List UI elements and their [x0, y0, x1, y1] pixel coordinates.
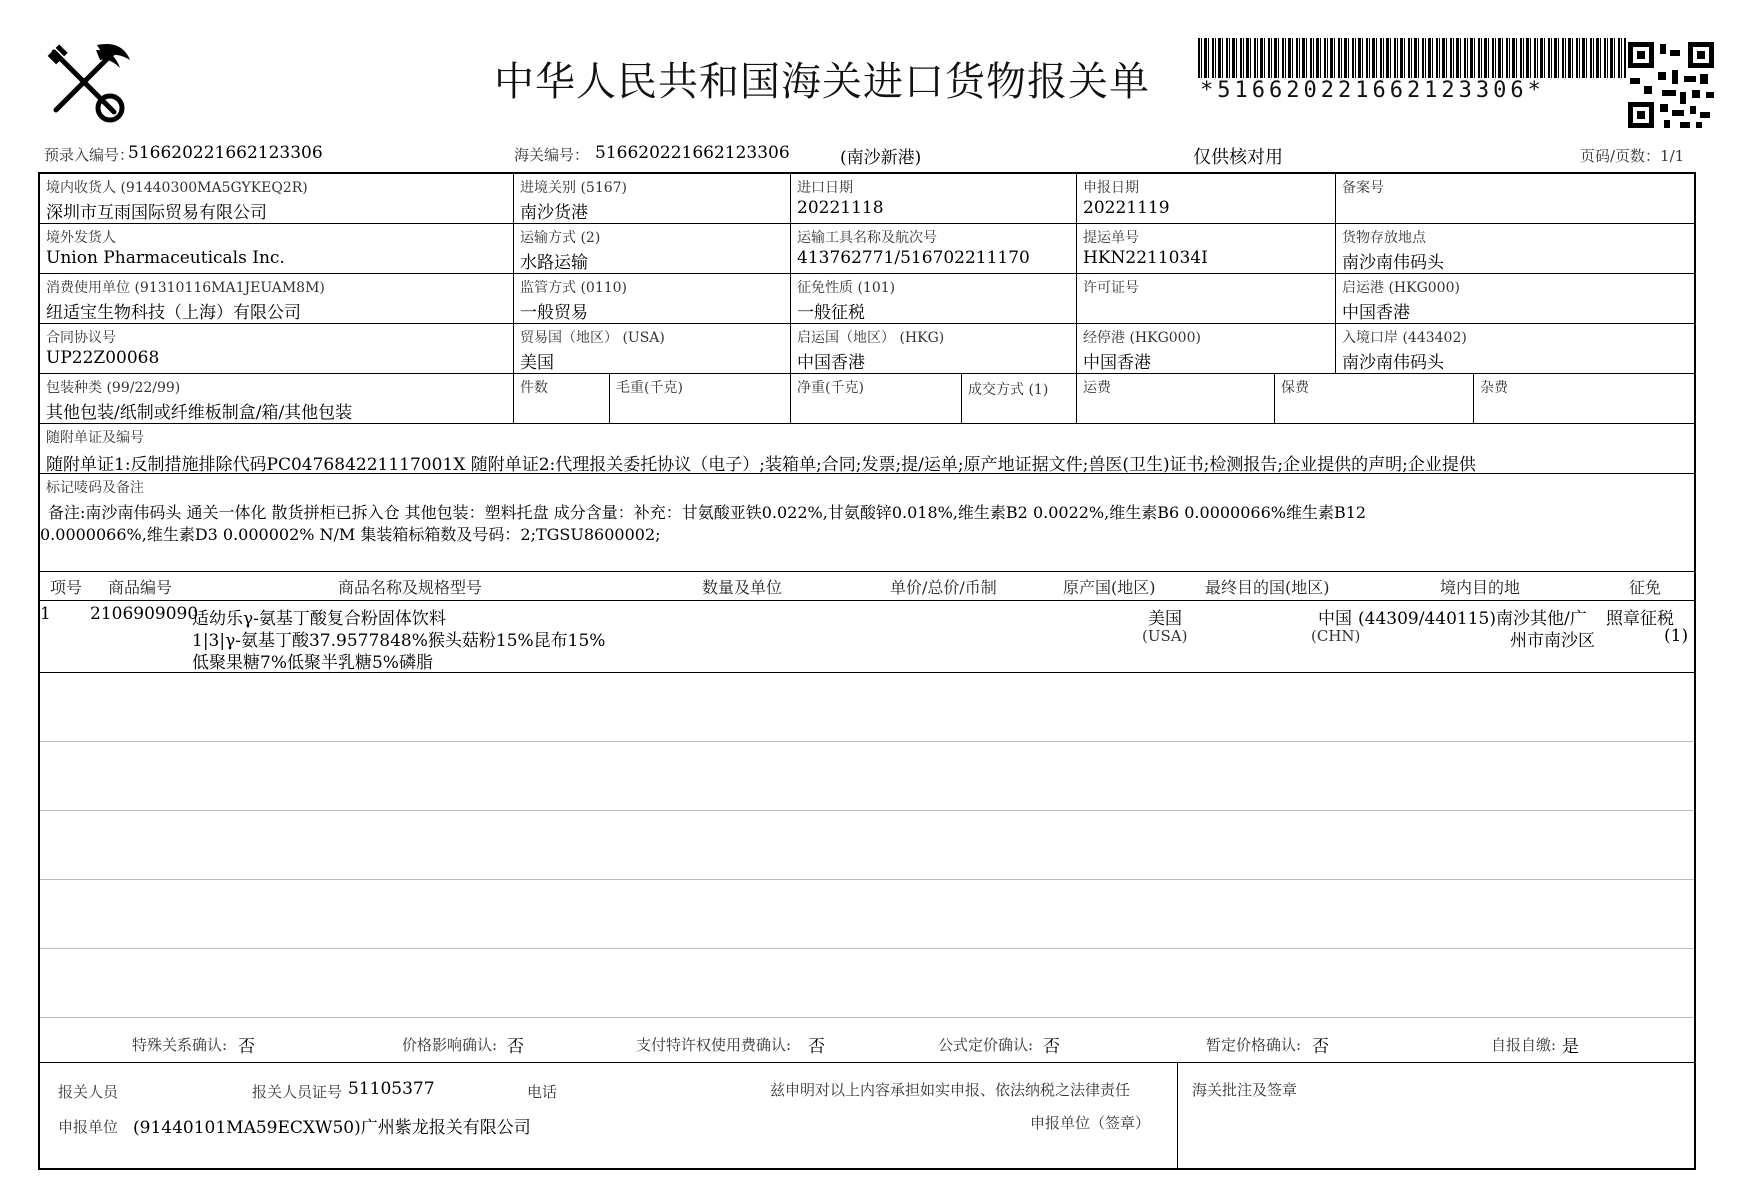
- import-date-value: 20221118: [797, 198, 884, 218]
- import-date-cell: [791, 174, 1077, 224]
- pieces-label: 件数: [520, 380, 548, 396]
- goods-domestic-dest-1: (44309/440115)南沙其他/广: [1358, 609, 1587, 629]
- transport-label: 运输方式 (2): [520, 230, 601, 246]
- levy-label: 征免性质 (101): [797, 280, 896, 296]
- formula-price-value: 否: [1043, 1037, 1060, 1057]
- departure-port-label: 启运港 (HKG000): [1342, 280, 1460, 296]
- royalty-label: 支付特许权使用费确认:: [636, 1036, 792, 1054]
- empty-row-line: [40, 810, 1694, 811]
- provisional-price-label: 暂定价格确认:: [1206, 1036, 1302, 1054]
- special-relation-value: 否: [238, 1037, 255, 1057]
- user-cell: [40, 274, 514, 324]
- freight-cell: [1077, 374, 1275, 424]
- supervision-value: 一般贸易: [520, 303, 588, 323]
- entry-customs-value: 南沙货港: [520, 203, 588, 223]
- marks-cell: [40, 474, 1694, 572]
- shipper-label: 境外发货人: [46, 230, 116, 246]
- customs-number-label: 海关编号：: [514, 146, 590, 164]
- package-cell: [40, 374, 514, 424]
- qr-code: [1628, 42, 1714, 128]
- header-goods-name: 商品名称及规格型号: [338, 578, 483, 597]
- net-weight-label: 净重(千克): [797, 380, 864, 396]
- departure-port-value: 中国香港: [1342, 303, 1410, 323]
- consignee-label: 境内收货人 (91440300MA5GYKEQ2R): [46, 180, 308, 196]
- supervision-cell: [514, 274, 791, 324]
- review-note: 仅供核对用: [1193, 147, 1283, 168]
- misc-fee-cell: [1474, 374, 1694, 424]
- declarant-cert-label: 报关人员证号: [252, 1083, 343, 1101]
- bl-label: 提运单号: [1083, 230, 1139, 246]
- empty-row-line: [40, 879, 1694, 880]
- contract-cell: [40, 324, 514, 374]
- shipper-value: Union Pharmaceuticals Inc.: [46, 248, 285, 268]
- gross-weight-label: 毛重(千克): [616, 380, 683, 396]
- goods-origin-code: (USA): [1142, 627, 1188, 645]
- formula-price-label: 公式定价确认:: [938, 1036, 1034, 1054]
- documents-label: 随附单证及编号: [46, 430, 144, 446]
- departure-port-cell: [1336, 274, 1694, 324]
- customs-approval-label: 海关批注及签章: [1192, 1081, 1298, 1099]
- documents-cell: [40, 424, 1694, 474]
- levy-cell: [791, 274, 1077, 324]
- footer-divider: [40, 1062, 1694, 1063]
- document-title: 中华人民共和国海关进口货物报关单: [494, 59, 1150, 105]
- user-label: 消费使用单位 (91310116MA1JEUAM8M): [46, 280, 325, 296]
- empty-row-line: [40, 1017, 1694, 1018]
- empty-row-line: [40, 948, 1694, 949]
- header-quantity: 数量及单位: [702, 578, 783, 597]
- pieces-cell: [514, 374, 610, 424]
- page-info: 页码/页数：1/1: [1580, 147, 1685, 165]
- vessel-cell: [791, 224, 1077, 274]
- trade-country-cell: [514, 324, 791, 374]
- declarant-label: 报关人员: [58, 1083, 119, 1101]
- marks-line-2: 0.0000066%,维生素D3 0.000002% N/M 集装箱标箱数及号码：2;TGSU8600002;: [40, 525, 661, 544]
- goods-header-divider: [40, 600, 1694, 601]
- package-label: 包装种类 (99/22/99): [46, 380, 181, 396]
- insurance-cell: [1275, 374, 1474, 424]
- goods-item-divider: [40, 672, 1694, 673]
- header-destination: 最终目的国(地区): [1205, 578, 1330, 597]
- price-influence-value: 否: [507, 1037, 524, 1057]
- marks-label: 标记唛码及备注: [46, 480, 144, 496]
- transport-value: 水路运输: [520, 253, 588, 273]
- origin-country-value: 中国香港: [797, 353, 865, 373]
- phone-label: 电话: [527, 1083, 558, 1101]
- declare-date-cell: [1077, 174, 1336, 224]
- package-value: 其他包装/纸制或纤维板制盒/箱/其他包装: [46, 403, 353, 423]
- barcode-text: *516620221662123306*: [1200, 78, 1545, 103]
- goods-destination-code: (CHN): [1311, 627, 1361, 645]
- storage-cell: [1336, 224, 1694, 274]
- header-price: 单价/总价/币制: [890, 578, 997, 597]
- header-item-no: 项号: [50, 578, 83, 597]
- supervision-label: 监管方式 (0110): [520, 280, 628, 296]
- declaring-unit-label: 申报单位: [58, 1118, 119, 1136]
- consignee-cell: [40, 174, 514, 224]
- goods-item-no: 1: [40, 604, 51, 624]
- goods-origin: 美国: [1148, 609, 1182, 629]
- prereg-number: 516620221662123306: [128, 143, 323, 163]
- prereg-label: 预录入编号：: [44, 146, 135, 164]
- entry-port-cell: [1336, 324, 1694, 374]
- user-value: 纽适宝生物科技（上海）有限公司: [46, 303, 301, 323]
- license-label: 许可证号: [1083, 280, 1139, 296]
- goods-spec-2: 低聚果糖7%低聚半乳糖5%磷脂: [192, 653, 433, 673]
- header-levy: 征免: [1629, 578, 1662, 597]
- record-no-label: 备案号: [1342, 180, 1384, 196]
- declaring-unit-value: (91440101MA59ECXW50)广州紫龙报关有限公司: [133, 1118, 531, 1138]
- stop-port-cell: [1077, 324, 1336, 374]
- bl-value: HKN2211034I: [1083, 248, 1208, 268]
- declaring-unit-seal: 申报单位（签章）: [1030, 1114, 1151, 1132]
- vessel-value: 413762771/516702211170: [797, 248, 1030, 268]
- storage-label: 货物存放地点: [1342, 230, 1426, 246]
- levy-value: 一般征税: [797, 303, 865, 323]
- goods-name: 适幼乐γ-氨基丁酸复合粉固体饮料: [192, 609, 446, 629]
- marks-line-1: 备注:南沙南伟码头 通关一体化 散货拼柜已拆入仓 其他包装：塑料托盘 成分含量：补充：甘氨酸亚铁0.022%,甘氨酸锌0.018%,维生素B2 0.0022%,维生素B6 0.0000066%维生素B12: [48, 503, 1367, 522]
- self-pay-label: 自报自缴:: [1491, 1036, 1557, 1054]
- declare-date-label: 申报日期: [1083, 180, 1139, 196]
- net-weight-cell: [791, 374, 962, 424]
- empty-row-line: [40, 741, 1694, 742]
- gross-weight-cell: [610, 374, 791, 424]
- entry-port-value: 南沙南伟码头: [1342, 353, 1444, 373]
- declarant-cert-value: 51105377: [348, 1079, 435, 1099]
- barcode-image: [1198, 38, 1626, 78]
- entry-customs-cell: [514, 174, 791, 224]
- entry-port-label: 入境口岸 (443402): [1342, 330, 1467, 346]
- footer-vertical-divider: [1177, 1062, 1178, 1168]
- contract-label: 合同协议号: [46, 330, 116, 346]
- transport-cell: [514, 224, 791, 274]
- origin-country-cell: [791, 324, 1077, 374]
- royalty-value: 否: [808, 1037, 825, 1057]
- header-origin: 原产国(地区): [1063, 578, 1156, 597]
- price-influence-label: 价格影响确认:: [402, 1036, 498, 1054]
- misc-fee-label: 杂费: [1480, 380, 1508, 396]
- header-domestic-dest: 境内目的地: [1440, 578, 1521, 597]
- entry-customs-label: 进境关别 (5167): [520, 180, 628, 196]
- vessel-label: 运输工具名称及航次号: [797, 230, 937, 246]
- goods-domestic-dest-2: 州市南沙区: [1510, 631, 1595, 651]
- shipper-cell: [40, 224, 514, 274]
- consignee-value: 深圳市互雨国际贸易有限公司: [46, 203, 267, 223]
- freight-label: 运费: [1083, 380, 1111, 396]
- goods-destination: 中国: [1318, 609, 1352, 629]
- contract-value: UP22Z00068: [46, 348, 160, 368]
- documents-value: 随附单证1:反制措施排除代码PC047684221117001X 随附单证2:代理报关委托协议（电子）;装箱单;合同;发票;提/运单;原产地证据文件;兽医(卫生)证书;检测报告;企业提供的声明;企业提供: [46, 455, 1476, 474]
- stop-port-label: 经停港 (HKG000): [1083, 330, 1201, 346]
- storage-value: 南沙南伟码头: [1342, 253, 1444, 273]
- special-relation-label: 特殊关系确认:: [132, 1036, 228, 1054]
- goods-spec-1: 1|3|γ-氨基丁酸37.9577848%猴头菇粉15%昆布15%: [192, 631, 606, 651]
- import-date-label: 进口日期: [797, 180, 853, 196]
- origin-country-label: 启运国（地区） (HKG): [797, 330, 945, 346]
- deal-method-cell: [962, 374, 1077, 424]
- deal-method-label: 成交方式 (1): [968, 382, 1049, 398]
- customs-number: 516620221662123306: [595, 143, 790, 163]
- goods-levy: 照章征税: [1606, 609, 1674, 629]
- trade-country-value: 美国: [520, 353, 554, 373]
- trade-country-label: 贸易国（地区） (USA): [520, 330, 665, 346]
- license-cell: [1077, 274, 1336, 324]
- customs-emblem: [42, 40, 132, 130]
- record-no-cell: [1336, 174, 1694, 224]
- port-name: (南沙新港): [840, 148, 922, 168]
- stop-port-value: 中国香港: [1083, 353, 1151, 373]
- header-hs-code: 商品编号: [108, 578, 173, 597]
- goods-levy-code: (1): [1664, 626, 1689, 646]
- insurance-label: 保费: [1281, 380, 1309, 396]
- provisional-price-value: 否: [1312, 1037, 1329, 1057]
- self-pay-value: 是: [1562, 1037, 1579, 1057]
- declare-date-value: 20221119: [1083, 198, 1170, 218]
- declaration-statement: 兹申明对以上内容承担如实申报、依法纳税之法律责任: [770, 1081, 1131, 1099]
- bl-cell: [1077, 224, 1336, 274]
- goods-hs-code: 2106909090: [90, 604, 199, 624]
